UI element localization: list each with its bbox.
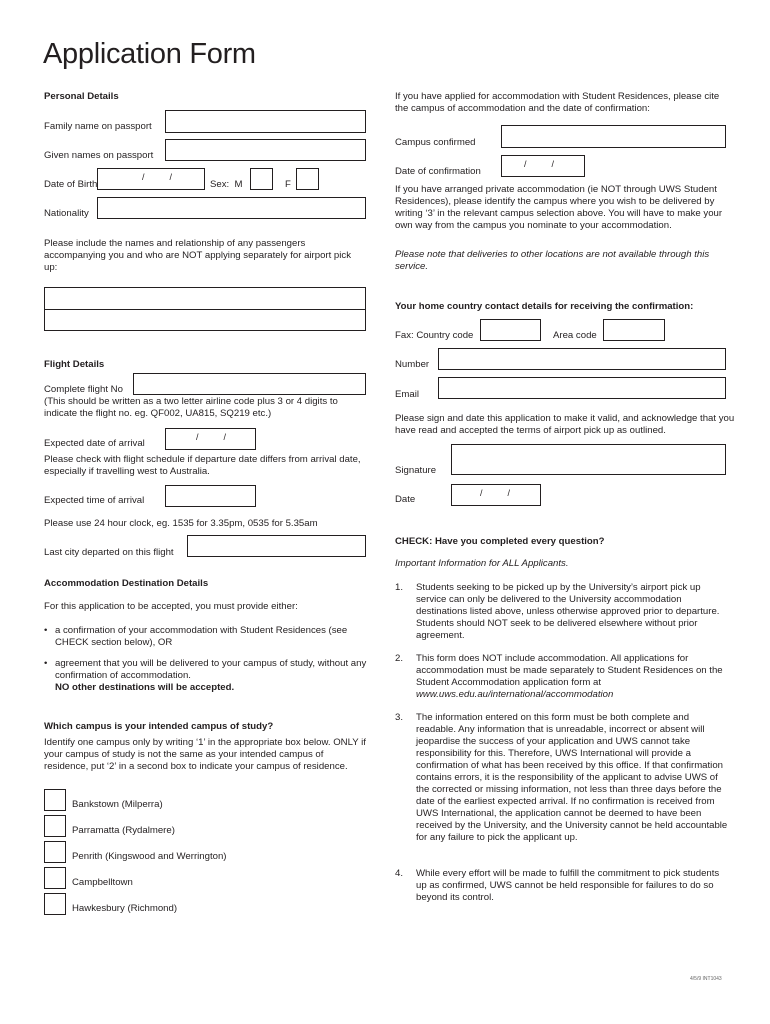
sex-f-label: F bbox=[285, 179, 291, 190]
residences-intro: If you have applied for accommodation with Student Residences, please cite the campus of accommodation and the date of confirmation: bbox=[395, 91, 720, 114]
accommodation-intro: For this application to be accepted, you must provide either: bbox=[44, 601, 298, 612]
campus-checkbox-campbelltown[interactable] bbox=[44, 867, 66, 889]
campus-confirmed-input[interactable] bbox=[501, 125, 726, 148]
passengers-instructions: Please include the names and relationship of any passengers accompanying you and who are NOT applying separately for airport pick up: bbox=[44, 238, 351, 273]
item-text: While every effort will be made to fulfill the commitment to pick students up as confirmed, UWS cannot be held responsible for failures to do so beyond its control. bbox=[416, 868, 720, 903]
number-label: Number bbox=[395, 359, 430, 370]
date-confirmation-input[interactable] bbox=[501, 155, 585, 177]
campus-label: Campbelltown bbox=[72, 877, 133, 888]
sign-note: Please sign and date this application to make it valid, and acknowledge that you have read and accepted the terms of airport pick up as outlined. bbox=[395, 413, 735, 436]
email-label: Email bbox=[395, 389, 419, 400]
accommodation-option-1: a confirmation of your accommodation with Student Residences (see CHECK section below), OR bbox=[55, 625, 348, 648]
arrival-time-input[interactable] bbox=[165, 485, 256, 507]
arrival-date-label: Expected date of arrival bbox=[44, 438, 145, 449]
clock-note: Please use 24 hour clock, eg. 1535 for 3.35pm, 0535 for 5.35am bbox=[44, 518, 318, 529]
campus-label: Parramatta (Rydalmere) bbox=[72, 825, 175, 836]
area-code-input[interactable] bbox=[603, 319, 665, 341]
campus-label: Hawkesbury (Richmond) bbox=[72, 903, 178, 914]
flight-no-label: Complete flight No bbox=[44, 384, 123, 395]
date-separators: / / bbox=[524, 159, 555, 169]
item-number: 4. bbox=[395, 868, 404, 879]
item-number: 3. bbox=[395, 712, 404, 723]
arrival-date-input[interactable] bbox=[165, 428, 256, 450]
date-separators: / / bbox=[142, 172, 173, 182]
number-input[interactable] bbox=[438, 348, 726, 370]
delivery-note: Please note that deliveries to other locations are not available through this service. bbox=[395, 249, 710, 272]
bullet-icon: • bbox=[44, 625, 48, 636]
accommodation-link[interactable]: www.uws.edu.au/international/accommodation bbox=[416, 689, 614, 700]
schedule-note: Please check with flight schedule if departure date differs from arrival date, especially if travelling west to Australia. bbox=[44, 454, 361, 477]
page-title: Application Form bbox=[43, 38, 256, 70]
campus-checkbox-parramatta[interactable] bbox=[44, 815, 66, 837]
item-text: Students seeking to be picked up by the University’s airport pick up service can only be delivered to the University accommodation destinations listed above, unless otherwise approved prior to departure. Students should NOT seek to be delivered elsewhere without prior agreement. bbox=[416, 582, 720, 641]
campus-checkbox-penrith[interactable] bbox=[44, 841, 66, 863]
item-text: The information entered on this form must be both complete and readable. Any information that is unreadable, incorrect or absent will jeopardise the success of your application and UWS cannot take responsibility for this. Therefore, UWS International will provide a confirmation of what has been received by this office. If that confirmation contains errors, it is the responsibility of the applicant to advise UWS of the corrected or missing information, not less than three days before the date of the earliest expected arrival. If no confirmation is received from UWS International, the application cannot be deemed to have been received by the University, and the University cannot be held accountable for any failure to pick the applicant up. bbox=[416, 712, 728, 843]
email-input[interactable] bbox=[438, 377, 726, 399]
family-name-input[interactable] bbox=[165, 110, 366, 133]
fax-country-label: Fax: Country code bbox=[395, 330, 474, 341]
item-number: 2. bbox=[395, 653, 404, 664]
accommodation-option-2: agreement that you will be delivered to your campus of study, without any confirmation of accommodation. bbox=[55, 658, 367, 681]
personal-heading: Personal Details bbox=[44, 91, 119, 102]
fax-country-code-input[interactable] bbox=[480, 319, 541, 341]
flight-no-hint: (This should be written as a two letter airline code plus 3 or 4 digits to indicate the flight no. eg. QF002, UA815, SQ219 etc.) bbox=[44, 396, 338, 419]
date-label: Date bbox=[395, 494, 416, 505]
private-accommodation-note: If you have arranged private accommodation (ie NOT through UWS Student Residences), please identify the campus where you wish to be delivered by writing ‘3’ in the relevant campus selection above. You will have to make your own way from the campus you nominate to your accommodation. bbox=[395, 184, 723, 231]
campus-confirmed-label: Campus confirmed bbox=[395, 137, 476, 148]
family-name-label: Family name on passport bbox=[44, 121, 152, 132]
nationality-label: Nationality bbox=[44, 208, 89, 219]
last-city-input[interactable] bbox=[187, 535, 366, 557]
campus-label: Bankstown (Milperra) bbox=[72, 799, 163, 810]
accommodation-heading: Accommodation Destination Details bbox=[44, 578, 209, 589]
signature-input[interactable] bbox=[451, 444, 726, 475]
dob-label: Date of Birth bbox=[44, 179, 98, 190]
item-number: 1. bbox=[395, 582, 404, 593]
accommodation-warning: NO other destinations will be accepted. bbox=[55, 682, 235, 693]
item-text: This form does NOT include accommodation. All applications for accommodation must be made separately to Student Residences on the Student Accommodation application form at bbox=[416, 653, 723, 688]
campus-checkbox-bankstown[interactable] bbox=[44, 789, 66, 811]
sign-date-input[interactable] bbox=[451, 484, 541, 506]
campus-instructions: Identify one campus only by writing ‘1’ in the appropriate box below. ONLY if your campus of study is not the same as your intended campus of residence, put ‘2’ in a second box to indicate your campus of residence. bbox=[44, 737, 366, 772]
last-city-label: Last city departed on this flight bbox=[44, 547, 174, 558]
arrival-time-label: Expected time of arrival bbox=[44, 495, 145, 506]
contact-heading: Your home country contact details for receiving the confirmation: bbox=[395, 301, 694, 312]
flight-heading: Flight Details bbox=[44, 359, 105, 370]
given-names-label: Given names on passport bbox=[44, 150, 154, 161]
date-separators: / / bbox=[196, 432, 227, 442]
date-confirmation-label: Date of confirmation bbox=[395, 166, 481, 177]
given-names-input[interactable] bbox=[165, 139, 366, 161]
date-separators: / / bbox=[480, 488, 511, 498]
dob-input[interactable] bbox=[97, 168, 205, 190]
signature-label: Signature bbox=[395, 465, 437, 476]
campus-heading: Which campus is your intended campus of study? bbox=[44, 721, 274, 732]
flight-no-input[interactable] bbox=[133, 373, 366, 395]
passengers-input[interactable] bbox=[44, 287, 366, 331]
bullet-icon: • bbox=[44, 658, 48, 669]
sex-f-checkbox[interactable] bbox=[296, 168, 319, 190]
campus-checkbox-hawkesbury[interactable] bbox=[44, 893, 66, 915]
footer-code: 4/5/9 INT1043 bbox=[690, 976, 722, 982]
area-code-label: Area code bbox=[553, 330, 597, 341]
nationality-input[interactable] bbox=[97, 197, 366, 219]
campus-label: Penrith (Kingswood and Werrington) bbox=[72, 851, 227, 862]
sex-m-checkbox[interactable] bbox=[250, 168, 273, 190]
check-heading: CHECK: Have you completed every question? bbox=[395, 536, 605, 547]
sex-m-label: Sex: M bbox=[210, 179, 243, 190]
check-subheading: Important Information for ALL Applicants. bbox=[395, 558, 569, 569]
